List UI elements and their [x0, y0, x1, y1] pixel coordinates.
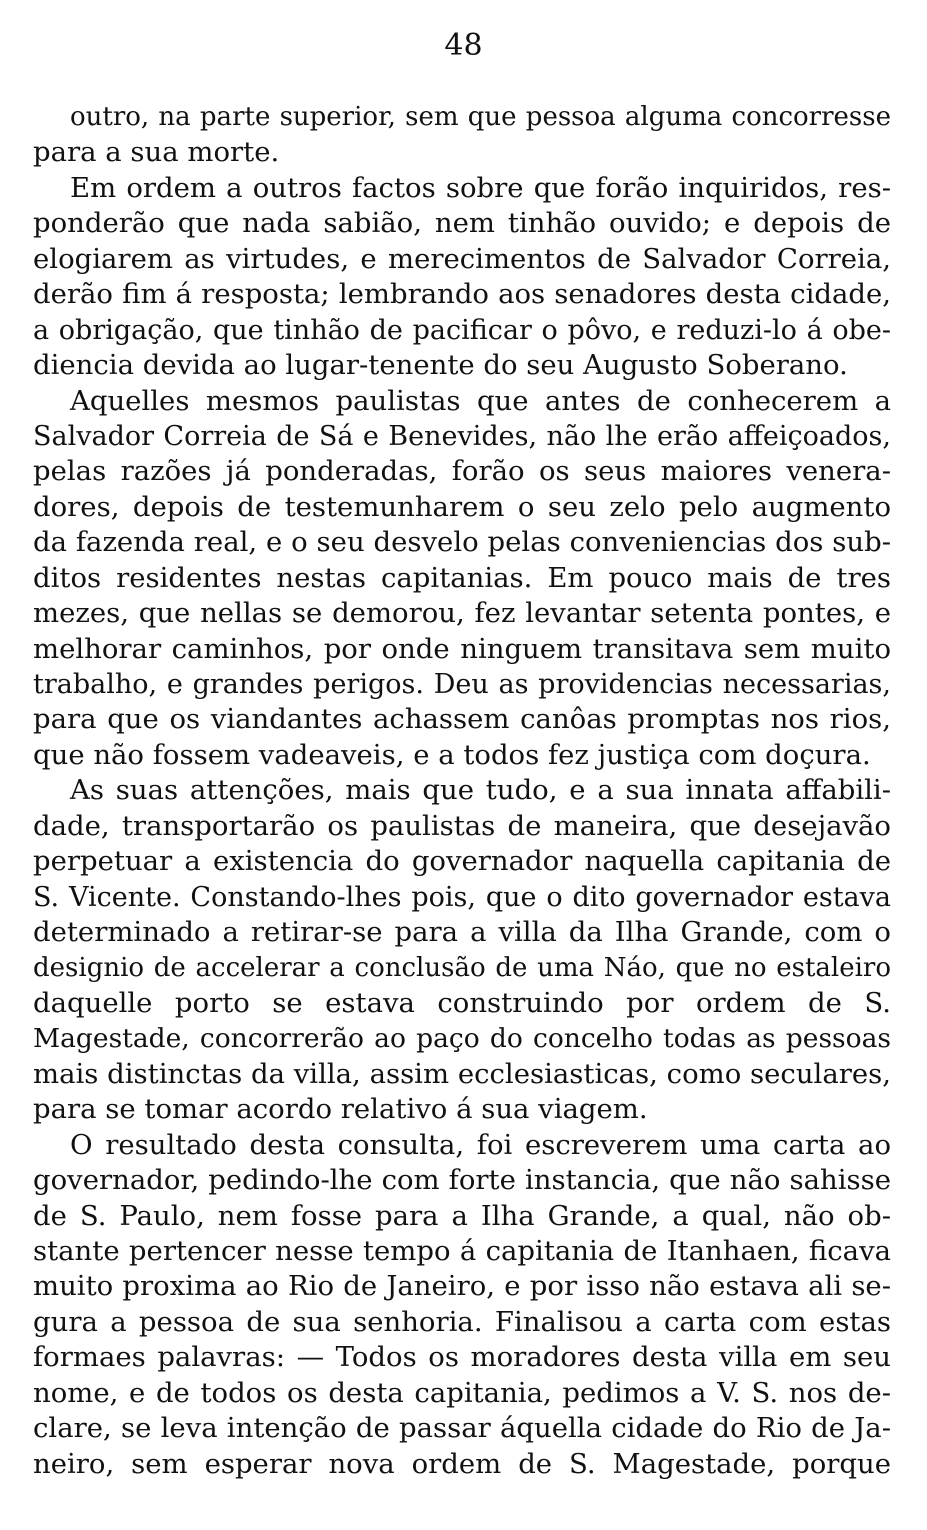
text-line: As suas attenções, mais que tudo, e a sua innata affabili-	[70, 774, 891, 807]
text-line: trabalho, e grandes perigos. Deu as providencias necessarias,	[33, 669, 891, 700]
text-line: S. Vicente. Constando-lhes pois, que o dito governador estava	[33, 881, 891, 913]
text-line: neiro, sem esperar nova ordem de S. Magestade, porque	[33, 1447, 891, 1480]
text-line: elogiarem as virtudes, e merecimentos de Salvador Correia,	[33, 242, 891, 275]
text-line: pelas razões já ponderadas, forão os seus maiores venera-	[33, 455, 891, 488]
text-line: formaes palavras: — Todos os moradores desta villa em seu	[33, 1341, 891, 1374]
text-line: perpetuar a existencia do governador naquella capitania de	[33, 845, 891, 878]
text-line: O resultado desta consulta, foi escreverem uma carta ao	[70, 1128, 891, 1161]
text-line: de S. Paulo, nem fosse para a Ilha Grande, a qual, não ob-	[33, 1199, 891, 1232]
text-line: a obrigação, que tinhão de pacificar o pôvo, e reduzi-lo á obe-	[33, 314, 891, 346]
text-line: melhorar caminhos, por onde ninguem transitava sem muito	[33, 632, 891, 665]
text-line: ponderão que nada sabião, nem tinhão ouvido; e depois de	[33, 207, 891, 240]
body-text	[33, 100, 891, 1482]
text-line: determinado a retirar-se para a villa da Ilha Grande, com o	[33, 916, 891, 949]
text-line: para a sua morte.	[33, 136, 280, 169]
text-line: muito proxima ao Rio de Janeiro, e por isso não estava ali se-	[33, 1270, 891, 1303]
text-line: Magestade, concorrerão ao paço do concelho todas as pessoas	[33, 1023, 891, 1055]
text-line: Aquelles mesmos paulistas que antes de conhecerem a	[70, 384, 891, 417]
text-line: diencia devida ao lugar-tenente do seu Augusto Soberano.	[33, 349, 848, 382]
text-line: gura a pessoa de sua senhoria. Finalisou a carta com estas	[33, 1305, 891, 1338]
text-line: dade, transportarão os paulistas de maneira, que desejavão	[33, 809, 891, 842]
text-line: Em ordem a outros factos sobre que forão inquiridos, res-	[70, 171, 891, 204]
text-line: Salvador Correia de Sá e Benevides, não lhe erão affeiçoados,	[33, 420, 891, 452]
text-line: outro, na parte superior, sem que pessoa alguma concorresse	[70, 102, 891, 132]
text-line: para que os viandantes achassem canôas promptas nos rios,	[33, 703, 891, 736]
text-line: para se tomar acordo relativo á sua viagem.	[33, 1093, 648, 1126]
text-line: governador, pedindo-lhe com forte instancia, que não sahisse	[33, 1164, 891, 1197]
text-line: clare, se leva intenção de passar áquella cidade do Rio de Ja-	[33, 1412, 891, 1445]
text-line: designio de accelerar a conclusão de uma Náo, que no estaleiro	[33, 952, 891, 983]
text-line: da fazenda real, e o seu desvelo pelas conveniencias dos sub-	[33, 526, 891, 559]
text-line: nome, e de todos os desta capitania, pedimos a V. S. nos de-	[33, 1376, 891, 1409]
text-line: dores, depois de testemunharem o seu zelo pelo augmento	[33, 490, 891, 523]
text-line: que não fossem vadeaveis, e a todos fez justiça com doçura.	[33, 738, 871, 771]
text-line: ditos residentes nestas capitanias. Em pouco mais de tres	[33, 561, 891, 594]
text-line: derão fim á resposta; lembrando aos senadores desta cidade,	[33, 278, 891, 311]
text-line: stante pertencer nesse tempo á capitania de Itanhaen, ficava	[33, 1235, 891, 1267]
text-line: daquelle porto se estava construindo por ordem de S.	[33, 986, 891, 1019]
page-number: 48	[444, 28, 483, 63]
text-line: mais distinctas da villa, assim ecclesiasticas, como seculares,	[33, 1057, 891, 1090]
text-line: mezes, que nellas se demorou, fez levantar setenta pontes, e	[33, 597, 891, 630]
